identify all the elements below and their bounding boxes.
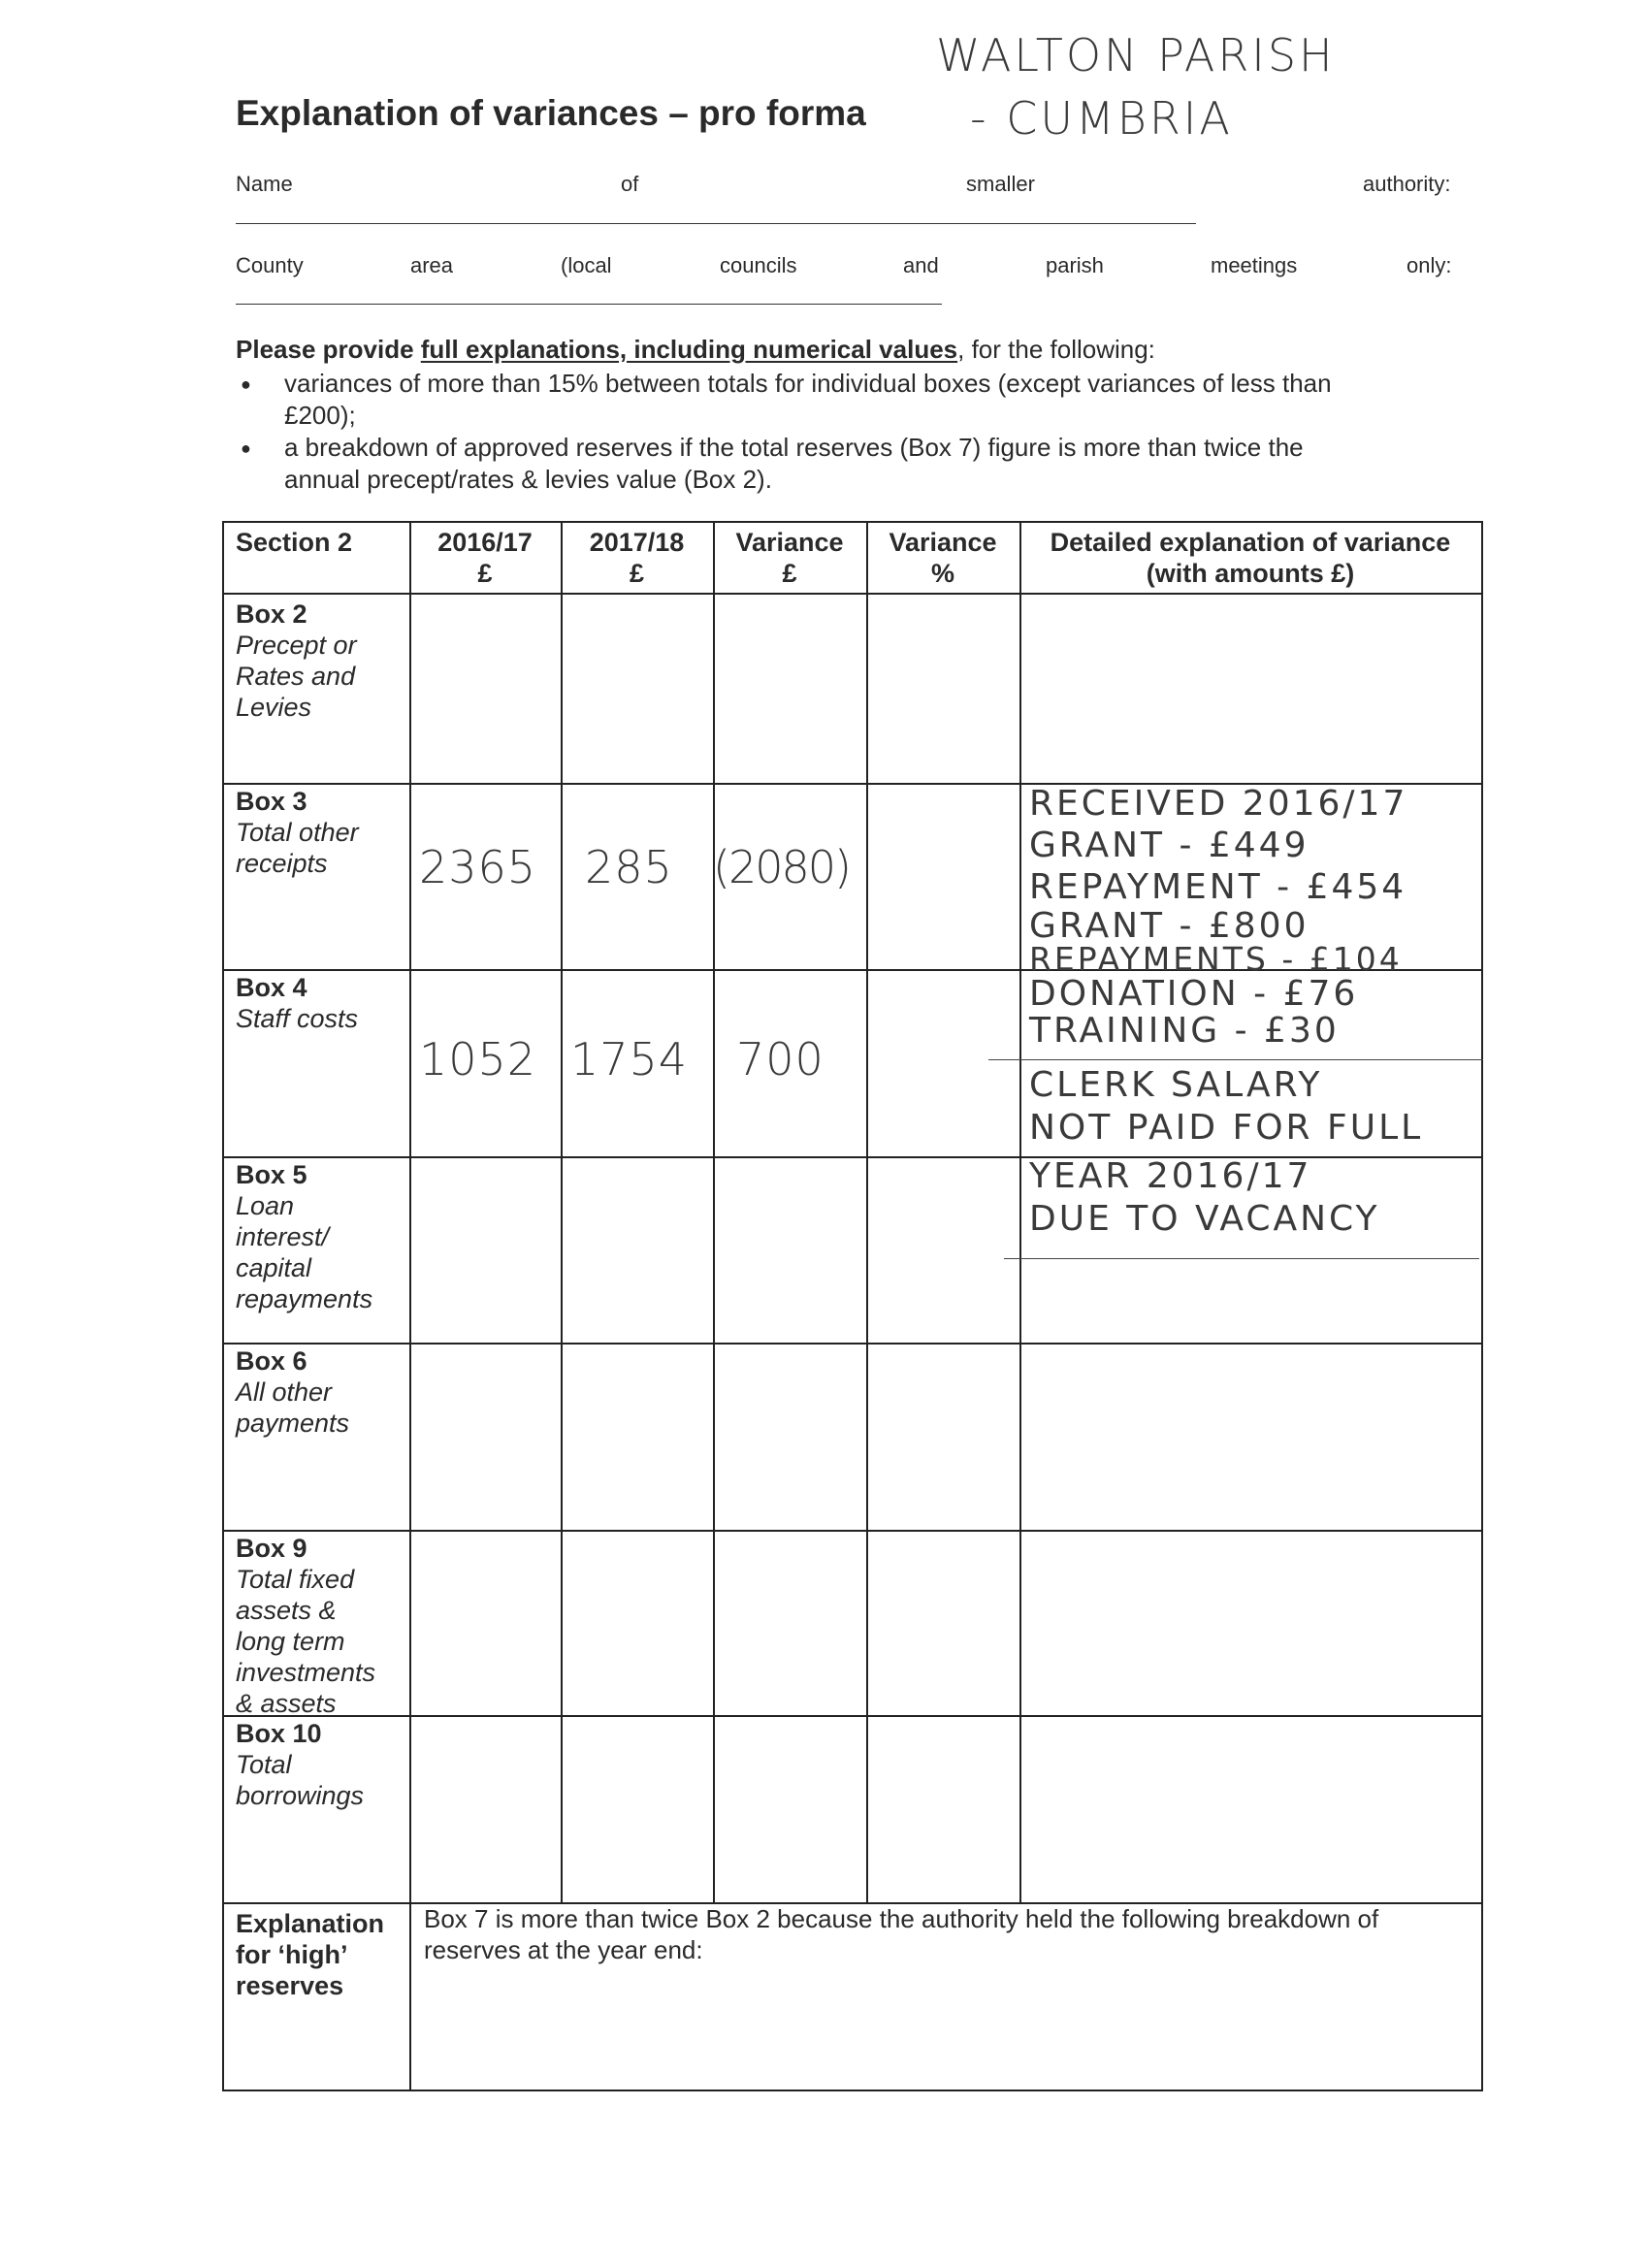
bullet-icon: ● <box>241 374 251 394</box>
instructions-underlined: full explanations, including numerical values <box>420 335 958 364</box>
name-label-word: Name <box>236 172 293 196</box>
bullet-reserves: a breakdown of approved reserves if the total reserves (Box 7) figure is more than twice the annual precept/rates & levies value (Box 2). <box>284 433 1304 494</box>
box-3-2016-17-value: 2365 <box>419 841 537 893</box>
table-row-box-6: Box 6 All other payments <box>236 1346 350 1438</box>
box-4-2017-18-value: 1754 <box>570 1033 689 1085</box>
authority-name-field-line[interactable] <box>236 223 1196 224</box>
handwritten-parish-name: WALTON PARISH <box>936 29 1336 81</box>
table-row-box-5: Box 5 Loan interest/ capital repayments <box>236 1160 373 1313</box>
box-3-variance-value: (2080) <box>713 841 850 893</box>
box-4-variance-value: 700 <box>736 1033 824 1085</box>
table-row-box-9: Box 9 Total fixed assets & long term investments & assets <box>236 1534 376 1718</box>
box-4-2016-17-value: 1052 <box>419 1033 537 1085</box>
county-label-word: (local <box>561 253 612 277</box>
box-3-2017-18-value: 285 <box>585 841 673 893</box>
header-2017-18: 2017/18 £ <box>589 528 685 588</box>
county-label-word: only: <box>1406 253 1452 277</box>
header-2016-17: 2016/17 £ <box>437 528 533 588</box>
county-label-word: County <box>236 253 304 277</box>
name-label-word: smaller <box>966 172 1035 196</box>
name-label-word: authority: <box>1363 172 1451 196</box>
instructions-heading: Please provide full explanations, including numerical values, for the following: <box>236 335 1155 364</box>
reserves-explanation-text: Box 7 is more than twice Box 2 because the authority held the following breakdown of reserves at the year end: <box>424 1904 1379 1964</box>
bullet-icon: ● <box>241 438 251 458</box>
explanation-line: TRAINING - £30 <box>1029 1011 1340 1051</box>
county-label-word: councils <box>720 253 797 277</box>
name-label-word: of <box>621 172 639 196</box>
header-explanation: Detailed explanation of variance (with amounts £) <box>1050 528 1451 588</box>
county-label-word: area <box>410 253 454 277</box>
reserves-label: Explanation for ‘high’ reserves <box>236 1909 385 2000</box>
explanation-line: REPAYMENTS - £104 <box>1029 940 1403 978</box>
variance-table <box>222 521 1483 2091</box>
explanation-line: GRANT - £449 <box>1029 826 1310 865</box>
table-row-box-10: Box 10 Total borrowings <box>236 1719 365 1810</box>
handwritten-county-name: - CUMBRIA <box>970 92 1233 145</box>
explanation-line: DUE TO VACANCY <box>1029 1199 1380 1239</box>
bullet-variance: variances of more than 15% between totals for individual boxes (except variances of less than £200); <box>284 369 1332 430</box>
header-variance-percent: Variance % <box>889 528 997 588</box>
table-row-box-3: Box 3 Total other receipts <box>236 787 359 878</box>
explanation-line: GRANT - £800 <box>1029 906 1310 946</box>
table-row-box-2: Box 2 Precept or Rates and Levies <box>236 599 357 722</box>
explanation-line: DONATION - £76 <box>1029 974 1359 1014</box>
county-label-word: and <box>903 253 939 277</box>
county-area-field-line[interactable] <box>236 304 942 305</box>
table-row-box-4: Box 4 Staff costs <box>236 973 359 1033</box>
explanation-line: REPAYMENT - £454 <box>1029 867 1407 907</box>
explanation-line: YEAR 2016/17 <box>1029 1156 1312 1196</box>
county-label-word: parish <box>1046 253 1104 277</box>
county-label-word: meetings <box>1211 253 1298 277</box>
header-section: Section 2 <box>236 528 353 557</box>
header-variance-amount: Variance £ <box>735 528 844 588</box>
explanation-line: RECEIVED 2016/17 <box>1029 784 1408 824</box>
explanation-line: CLERK SALARY <box>1029 1065 1323 1105</box>
page-title: Explanation of variances – pro forma <box>236 93 866 133</box>
explanation-line: NOT PAID FOR FULL <box>1029 1108 1424 1148</box>
